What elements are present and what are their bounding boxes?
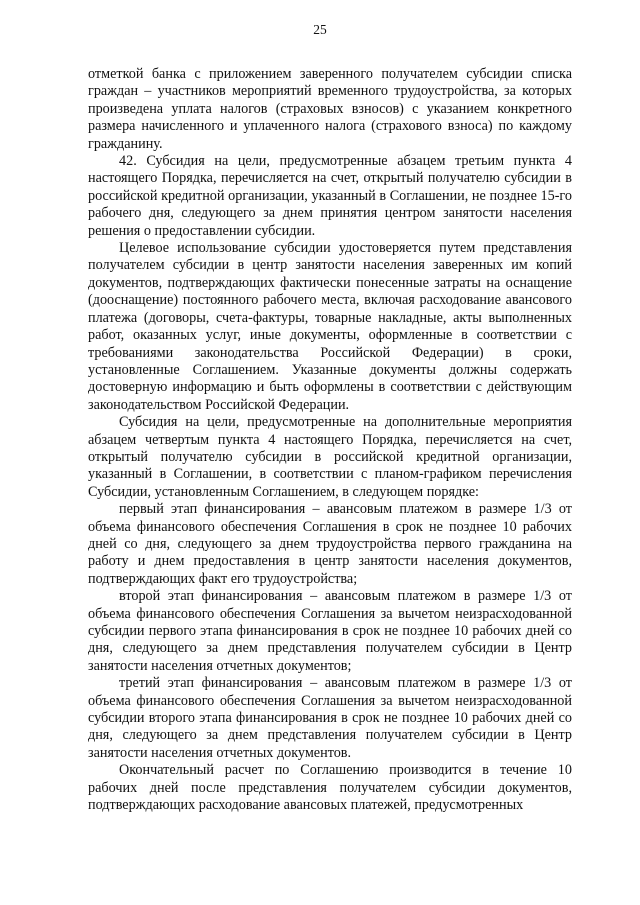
paragraph-additional-measures: Субсидия на цели, предусмотренные на дополнительные мероприятия абзацем четвертым пункта 4 настоящего Порядка, перечисляется на счет, открытый получателю субсидии в российской кредитной организации, указанный в Соглашении, в соответствии с планом-графиком перечисления Субсидии, установленным Соглашением, в следующем порядке: <box>88 414 572 500</box>
page-number: 25 <box>313 22 327 37</box>
paragraph-stage-1: первый этап финансирования – авансовым платежом в размере 1/3 от объема финансового обеспечения Соглашения в срок не позднее 10 рабочих дней со дня, следующего за днем трудоустройства первого гражданина на работу и днем предоставления в центр занятости населения документов, подтверждающих факт его трудоустройства; <box>88 501 572 587</box>
body-text <box>88 66 572 814</box>
paragraph-final-settlement: Окончательный расчет по Соглашению производится в течение 10 рабочих дней после представления получателем субсидии документов, подтверждающих расходование авансовых платежей, предусмотренных <box>88 762 572 814</box>
paragraph-stage-2: второй этап финансирования – авансовым платежом в размере 1/3 от объема финансового обеспечения Соглашения за вычетом неизрасходованной субсидии первого этапа финансирования в срок не позднее 10 рабочих дней со дня, следующего за днем представления получателем субсидии в Центр занятости населения отчетных документов; <box>88 588 572 674</box>
paragraph-stage-3: третий этап финансирования – авансовым платежом в размере 1/3 от объема финансового обеспечения Соглашения за вычетом неизрасходованной субсидии второго этапа финансирования в срок не позднее 10 рабочих дней со дня, следующего за днем представления получателем субсидии в Центр занятости населения отчетных документов. <box>88 675 572 761</box>
paragraph-item-42: 42. Субсидия на цели, предусмотренные абзацем третьим пункта 4 настоящего Порядка, перечисляется на счет, открытый получателю субсидии в российской кредитной организации, указанный в Соглашении, не позднее 15-го рабочего дня, следующего за днем принятия центром занятости населения решения о предоставлении субсидии. <box>88 153 572 239</box>
paragraph-continuation: отметкой банка с приложением заверенного получателем субсидии списка граждан – участников мероприятий временного трудоустройства, за которых произведена уплата налогов (страховых взносов) с указанием конкретного размера начисленного и уплаченного налога (страхового взноса) по каждому гражданину. <box>88 66 572 152</box>
paragraph-target-use: Целевое использование субсидии удостоверяется путем представления получателем субсидии в центр занятости населения заверенных им копий документов, подтверждающих фактически понесенные затраты на оснащение (дооснащение) постоянного рабочего места, включая расходование авансового платежа (договоры, счета-фактуры, товарные накладные, акты выполненных работ, оказанных услуг, иные документы, оформленные в соответствии с требованиями законодательства Российской Федерации) в сроки, установленные Соглашением. Указанные документы должны содержать достоверную информацию и быть оформлены в соответствии с действующим законодательством Российской Федерации. <box>88 240 572 413</box>
